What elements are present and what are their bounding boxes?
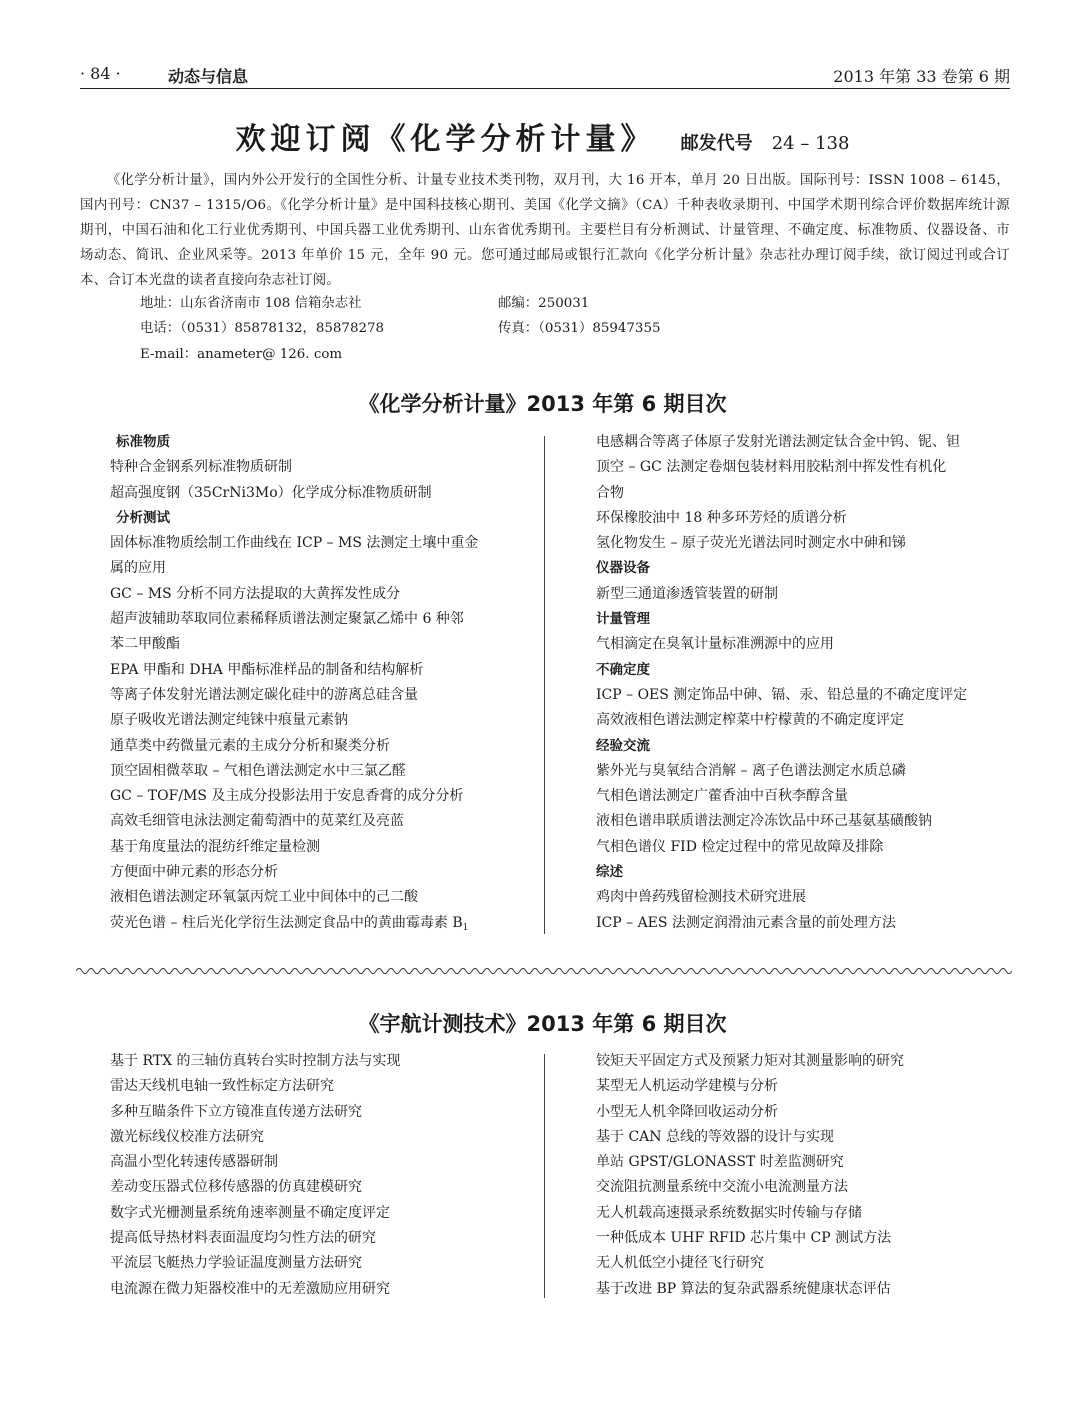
subscription-title: 欢迎订阅《化学分析计量》 xyxy=(235,122,656,157)
toc-entry-title: 等离子体发射光谱法测定碳化硅中的游离总硅含量 xyxy=(110,686,418,703)
postal-code-label: 邮发代号 xyxy=(680,133,753,154)
toc-entry-title: 环保橡胶油中 18 种多环芳烃的质谱分析 xyxy=(596,509,847,526)
toc-category-label: 经验交流 xyxy=(596,737,650,754)
section-name: 动态与信息 xyxy=(168,67,249,86)
toc-entry-title: 通草类中药微量元素的主成分分析和聚类分析 xyxy=(110,737,390,754)
page-header xyxy=(80,62,1010,89)
toc-entry xyxy=(110,759,530,784)
toc-category-label: 仪器设备 xyxy=(596,560,650,577)
toc-entry xyxy=(110,455,530,480)
toc-entry-title: 属的应用 xyxy=(110,560,166,577)
toc-entry xyxy=(110,860,530,885)
toc-entry-title: 数字式光栅测量系统角速率测量不确定度评定 xyxy=(110,1204,390,1221)
toc-entry xyxy=(596,531,1016,556)
toc-entry-title: 固体标准物质绘制工作曲线在 ICP – MS 法测定土壤中重金 xyxy=(110,535,479,552)
toc-entry xyxy=(596,632,1016,657)
toc-entry xyxy=(596,683,1016,708)
toc-entry xyxy=(110,1150,530,1175)
toc-entry-title: 无人机低空小捷径飞行研究 xyxy=(596,1255,764,1272)
toc-entry xyxy=(110,885,530,910)
toc-entry-title: 高温小型化转速传感器研制 xyxy=(110,1154,278,1171)
toc-category xyxy=(596,860,1016,885)
toc-entry xyxy=(596,455,1016,480)
toc-category xyxy=(596,607,1016,632)
toc-entry xyxy=(110,658,530,683)
email: E-mail：anameter@ 126. com xyxy=(140,347,343,362)
toc-entry-title: 合物 xyxy=(596,484,624,501)
toc-entry-title: 顶空 – GC 法测定卷烟包装材料用胶粘剂中挥发性有机化 xyxy=(596,459,947,476)
toc-entry-title: GC – MS 分析不同方法提取的大黄挥发性成分 xyxy=(110,585,401,602)
toc-entry-title: 电流源在微力矩器校准中的无差激励应用研究 xyxy=(110,1280,390,1297)
toc-entry-title: 铰矩天平固定方式及预紧力矩对其测量影响的研究 xyxy=(596,1053,904,1069)
toc-entry xyxy=(596,759,1016,784)
toc-entry xyxy=(110,911,530,936)
toc-entry xyxy=(110,784,530,809)
toc-entry-title: 平流层飞艇热力学验证温度测量方法研究 xyxy=(110,1255,362,1272)
toc-entry xyxy=(596,1226,1016,1251)
toc2-left-column xyxy=(110,1049,530,1302)
toc-entry-title: 激光标线仪校准方法研究 xyxy=(110,1128,264,1145)
subscript: 1 xyxy=(462,922,469,933)
toc-entry-title: 单站 GPST/GLONASST 时差监测研究 xyxy=(596,1154,844,1171)
toc1-left-column xyxy=(110,430,530,936)
toc-entry-title: 荧光色谱 – 柱后光化学衍生法测定食品中的黄曲霉毒素 B xyxy=(110,914,463,931)
toc-category-label: 综述 xyxy=(596,864,623,881)
toc-entry-title: 无人机载高速摄录系统数据实时传输与存储 xyxy=(596,1204,862,1221)
postcode: 邮编：250031 xyxy=(498,296,590,311)
toc-entry xyxy=(110,809,530,834)
toc-entry-title: 气相滴定在臭氧计量标准溯源中的应用 xyxy=(596,636,834,653)
toc-entry-title: GC – TOF/MS 及主成分投影法用于安息香膏的成分分析 xyxy=(110,788,464,805)
toc-entry xyxy=(596,1175,1016,1200)
toc-entry xyxy=(110,607,530,632)
toc-entry xyxy=(110,683,530,708)
toc-entry xyxy=(596,1251,1016,1276)
toc-category xyxy=(596,556,1016,581)
subscription-heading xyxy=(0,114,1085,158)
toc-entry-title: 气相色谱法测定广藿香油中百秋李醇含量 xyxy=(596,788,848,805)
toc-entry xyxy=(110,582,530,607)
toc-entry xyxy=(110,1277,530,1302)
toc1-right-column xyxy=(596,430,1016,936)
toc-category-label: 分析测试 xyxy=(116,509,170,526)
toc-entry-title: 超声波辅助萃取同位素稀释质谱法测定聚氯乙烯中 6 种邻 xyxy=(110,611,464,628)
toc-entry-title: 气相色谱仪 FID 检定过程中的常见故障及排除 xyxy=(596,838,884,855)
toc-entry-title: 提高低导热材料表面温度均匀性方法的研究 xyxy=(110,1230,376,1247)
toc2-divider xyxy=(544,1054,545,1298)
toc-entry xyxy=(596,1277,1016,1302)
toc-entry xyxy=(596,835,1016,860)
toc-entry-title: 苯二甲酸酯 xyxy=(110,636,180,653)
toc-entry-title: 基于角度量法的混纺纤维定量检测 xyxy=(110,838,320,855)
toc-entry xyxy=(110,481,530,506)
toc-entry xyxy=(110,531,530,556)
toc-entry-title: 超高强度钢（35CrNi3Mo）化学成分标准物质研制 xyxy=(110,484,432,501)
toc-entry-title: 新型三通道渗透管装置的研制 xyxy=(596,585,778,602)
toc-entry-title: 鸡肉中兽药残留检测技术研究进展 xyxy=(596,889,806,906)
toc-entry xyxy=(110,708,530,733)
toc-entry-title: 雷达天线机电轴一致性标定方法研究 xyxy=(110,1078,334,1095)
address: 地址：山东省济南市 108 信箱杂志社 xyxy=(140,296,362,311)
toc-entry-title: 交流阻抗测量系统中交流小电流测量方法 xyxy=(596,1179,848,1196)
toc1-title: 《化学分析计量》2013 年第 6 期目次 xyxy=(358,392,727,416)
toc-category xyxy=(110,506,530,531)
toc-entry xyxy=(110,734,530,759)
toc-entry-title: 电感耦合等离子体原子发射光谱法测定钛合金中钨、铌、钽 xyxy=(596,434,960,450)
toc-entry-title: 基于 RTX 的三轴仿真转台实时控制方法与实现 xyxy=(110,1053,401,1069)
toc-entry xyxy=(110,556,530,581)
toc2-title: 《宇航计测技术》2013 年第 6 期目次 xyxy=(358,1012,727,1036)
toc-entry xyxy=(596,1100,1016,1125)
toc-entry xyxy=(596,784,1016,809)
subscription-intro: 《化学分析计量》，国内外公开发行的全国性分析、计量专业技术类刊物，双月刊，大 16 开本，单月 20 日出版。国际刊号：ISSN 1008 – 6145，国内刊号：CN37 – 1315/O6。《化学分析计量》是中国科技核心期刊、美国《化学文摘》（CA）千种表收录期刊、中国学术期刊综合评价数据库统计源期刊，中国石油和化工行业优秀期刊、中国兵器工业优秀期刊、山东省优秀期刊。主要栏目有分析测试、计量管理、不确定度、标准物质、仪器设备、市场动态、简讯、企业风采等。2013 年单价 15 元，全年 90 元。您可通过邮局或银行汇款向《化学分析计量》杂志社办理订阅手续，欲订阅过刊或合订本、合订本光盘的读者直接向杂志社订阅。 xyxy=(80,173,1010,288)
issue-label: 2013 年第 33 卷第 6 期 xyxy=(833,67,1010,86)
toc-entry xyxy=(596,708,1016,733)
toc-entry xyxy=(596,1049,1016,1074)
toc-category-label: 计量管理 xyxy=(596,611,650,628)
toc-entry-title: 方便面中砷元素的形态分析 xyxy=(110,864,278,881)
toc-entry xyxy=(596,1074,1016,1099)
toc-entry xyxy=(110,1100,530,1125)
ornamental-divider xyxy=(76,965,1012,977)
toc-entry-title: 小型无人机伞降回收运动分析 xyxy=(596,1103,778,1120)
toc-entry xyxy=(110,1049,530,1074)
toc-entry xyxy=(596,809,1016,834)
toc-entry-title: 基于 CAN 总线的等效器的设计与实现 xyxy=(596,1128,834,1145)
toc-entry xyxy=(596,1125,1016,1150)
toc-entry xyxy=(596,430,1016,455)
toc1-divider xyxy=(544,436,545,934)
toc-entry xyxy=(596,911,1016,936)
toc-entry xyxy=(596,1201,1016,1226)
toc-category xyxy=(596,734,1016,759)
toc-entry-title: 高效毛细管电泳法测定葡萄酒中的苋菜红及亮蓝 xyxy=(110,813,404,830)
toc-entry-title: 多种互瞄条件下立方镜准直传递方法研究 xyxy=(110,1103,362,1120)
toc-entry xyxy=(596,506,1016,531)
toc-category-label: 不确定度 xyxy=(596,661,650,678)
toc-entry-title: 差动变压器式位移传感器的仿真建模研究 xyxy=(110,1179,362,1196)
toc-entry xyxy=(110,1201,530,1226)
toc-entry-title: 氢化物发生 – 原子荧光光谱法同时测定水中砷和锑 xyxy=(596,535,906,552)
toc-entry xyxy=(110,632,530,657)
toc-entry xyxy=(596,481,1016,506)
phone: 电话：（0531）85878132，85878278 xyxy=(140,321,385,336)
toc-entry-title: 液相色谱法测定环氧氯丙烷工业中间体中的己二酸 xyxy=(110,889,418,906)
toc-entry-title: 基于改进 BP 算法的复杂武器系统健康状态评估 xyxy=(596,1280,891,1297)
toc-category-label: 标准物质 xyxy=(116,434,170,450)
toc-entry-title: 液相色谱串联质谱法测定冷冻饮品中环己基氨基磺酸钠 xyxy=(596,813,932,830)
toc-entry-title: 高效液相色谱法测定榨菜中柠檬黄的不确定度评定 xyxy=(596,712,904,729)
toc-entry xyxy=(110,1226,530,1251)
toc-entry xyxy=(110,835,530,860)
toc-entry-title: 一种低成本 UHF RFID 芯片集中 CP 测试方法 xyxy=(596,1230,892,1247)
fax: 传真：（0531）85947355 xyxy=(498,321,661,336)
toc-category xyxy=(110,430,530,455)
toc-entry xyxy=(596,885,1016,910)
toc-entry-title: ICP – AES 法测定润滑油元素含量的前处理方法 xyxy=(596,914,896,931)
toc-category xyxy=(596,658,1016,683)
toc2-right-column xyxy=(596,1049,1016,1302)
toc-entry-title: EPA 甲酯和 DHA 甲酯标准样品的制备和结构解析 xyxy=(110,661,424,678)
toc-entry xyxy=(596,1150,1016,1175)
toc-entry-title: 原子吸收光谱法测定纯铼中痕量元素钠 xyxy=(110,712,348,729)
toc-entry xyxy=(110,1251,530,1276)
toc-entry-title: ICP – OES 测定饰品中砷、镉、汞、铅总量的不确定度评定 xyxy=(596,686,968,703)
toc-entry-title: 顶空固相微萃取 – 气相色谱法测定水中三氯乙醛 xyxy=(110,762,406,779)
toc-entry-title: 特种合金钢系列标准物质研制 xyxy=(110,459,292,476)
toc-entry xyxy=(110,1175,530,1200)
postal-code: 24 – 138 xyxy=(771,133,850,154)
toc-entry xyxy=(110,1125,530,1150)
toc-entry xyxy=(110,1074,530,1099)
toc-entry-title: 某型无人机运动学建模与分析 xyxy=(596,1078,778,1095)
toc-entry xyxy=(596,582,1016,607)
page-number: · 84 · xyxy=(80,64,121,83)
toc-entry-title: 紫外光与臭氧结合消解 – 离子色谱法测定水质总磷 xyxy=(596,762,906,779)
